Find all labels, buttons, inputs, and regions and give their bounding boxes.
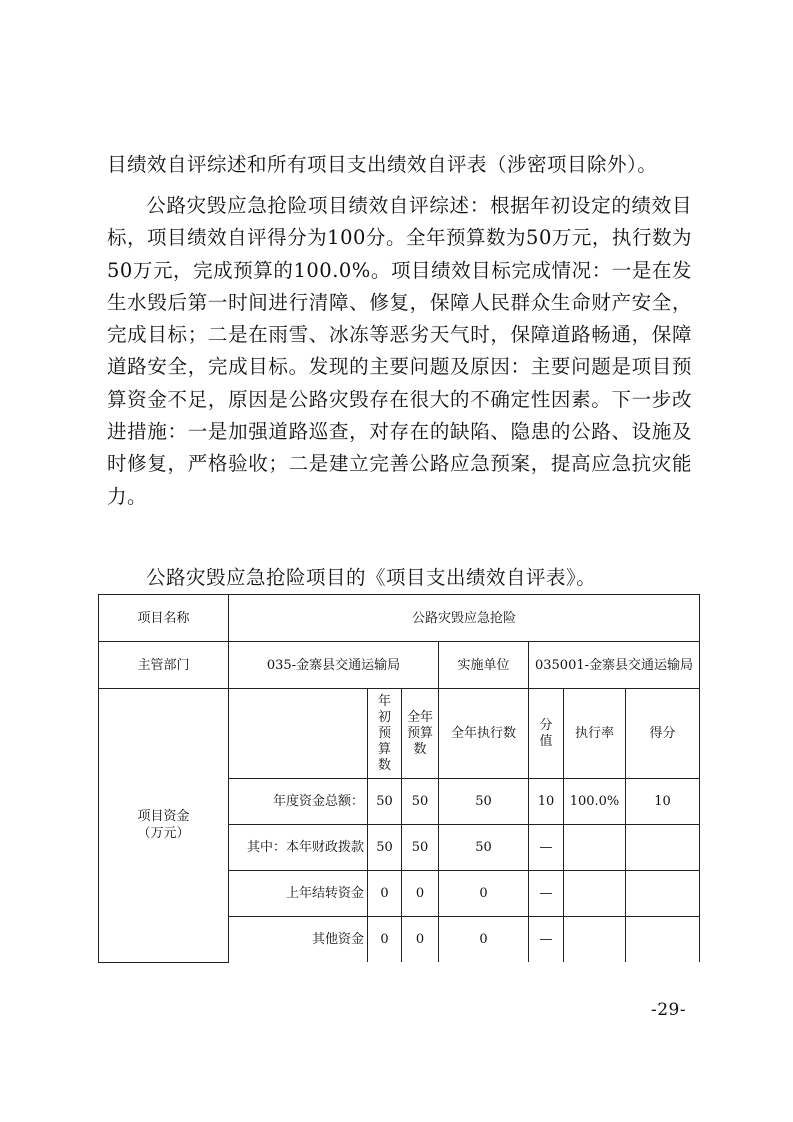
paragraph-continued: 目绩效自评综述和所有项目支出绩效自评表（涉密项目除外）。	[107, 153, 658, 176]
table-row	[99, 595, 700, 642]
cell-initial: 50	[368, 779, 402, 825]
cell-initial: 0	[368, 917, 402, 963]
header-blank	[229, 689, 368, 779]
cell-annual: 50	[402, 825, 439, 871]
header-score: 得分	[626, 689, 700, 779]
dept-value: 035-金寨县交通运输局	[229, 642, 439, 689]
cell-rate	[564, 871, 626, 917]
cell-value: —	[529, 825, 564, 871]
paragraph-summary	[107, 190, 692, 513]
header-initial-budget	[368, 689, 402, 779]
header-annual-exec: 全年执行数	[439, 689, 529, 779]
header-annual-budget-text: 全年预算数	[406, 709, 433, 757]
header-score-value	[529, 689, 564, 779]
cell-rate	[564, 825, 626, 871]
header-exec-rate: 执行率	[564, 689, 626, 779]
row-label: 其他资金	[229, 917, 368, 963]
cell-score	[626, 825, 700, 871]
cell-rate: 100.0%	[564, 779, 626, 825]
table-caption: 公路灾毁应急抢险项目的《项目支出绩效自评表》。	[146, 566, 597, 589]
cell-annual: 0	[402, 917, 439, 963]
row-label: 年度资金总额：	[229, 779, 368, 825]
cell-exec: 50	[439, 825, 529, 871]
row-label: 上年结转资金	[229, 871, 368, 917]
cell-value: —	[529, 917, 564, 963]
table-row	[99, 642, 700, 689]
funds-label-cell	[99, 689, 229, 963]
unit-value: 035001-金寨县交通运输局	[529, 642, 700, 689]
cell-annual: 50	[402, 779, 439, 825]
cell-value: —	[529, 871, 564, 917]
dept-label: 主管部门	[99, 642, 229, 689]
cell-exec: 0	[439, 917, 529, 963]
project-name-value: 公路灾毁应急抢险	[229, 595, 700, 642]
cell-initial: 50	[368, 825, 402, 871]
cell-score: 10	[626, 779, 700, 825]
summary-text: 公路灾毁应急抢险项目绩效自评综述：根据年初设定的绩效目标，项目绩效自评得分为100分。全年预算数为50万元，执行数为50万元，完成预算的100.0%。项目绩效目标完成情况：一是在发生水毁后第一时间进行清障、修复，保障人民群众生命财产安全，完成目标；二是在雨雪、冰冻等恶劣天气时，保障道路畅通，保障道路安全，完成目标。发现的主要问题及原因：主要问题是项目预算资金不足，原因是公路灾毁存在很大的不确定性因素。下一步改进措施：一是加强道路巡查，对存在的缺陷、隐患的公路、设施及时修复，严格验收；二是建立完善公路应急预案，提高应急抗灾能力。	[107, 194, 692, 508]
self-evaluation-table	[98, 594, 700, 963]
header-annual-budget	[402, 689, 439, 779]
funds-label: 项目资金	[137, 809, 190, 825]
unit-label: 实施单位	[439, 642, 529, 689]
header-score-value-text: 分值	[539, 717, 553, 749]
header-initial-budget-text: 年初预算数	[377, 693, 391, 773]
project-name-label: 项目名称	[99, 595, 229, 642]
cell-rate	[564, 917, 626, 963]
cell-exec: 50	[439, 779, 529, 825]
page-number: -29-	[651, 1000, 687, 1020]
cell-initial: 0	[368, 871, 402, 917]
cell-score	[626, 917, 700, 963]
cell-annual: 0	[402, 871, 439, 917]
cell-value: 10	[529, 779, 564, 825]
table-header-row	[99, 689, 700, 779]
cell-score	[626, 871, 700, 917]
row-label: 其中：本年财政拨款	[229, 825, 368, 871]
cell-exec: 0	[439, 871, 529, 917]
funds-unit: （万元）	[137, 826, 190, 842]
